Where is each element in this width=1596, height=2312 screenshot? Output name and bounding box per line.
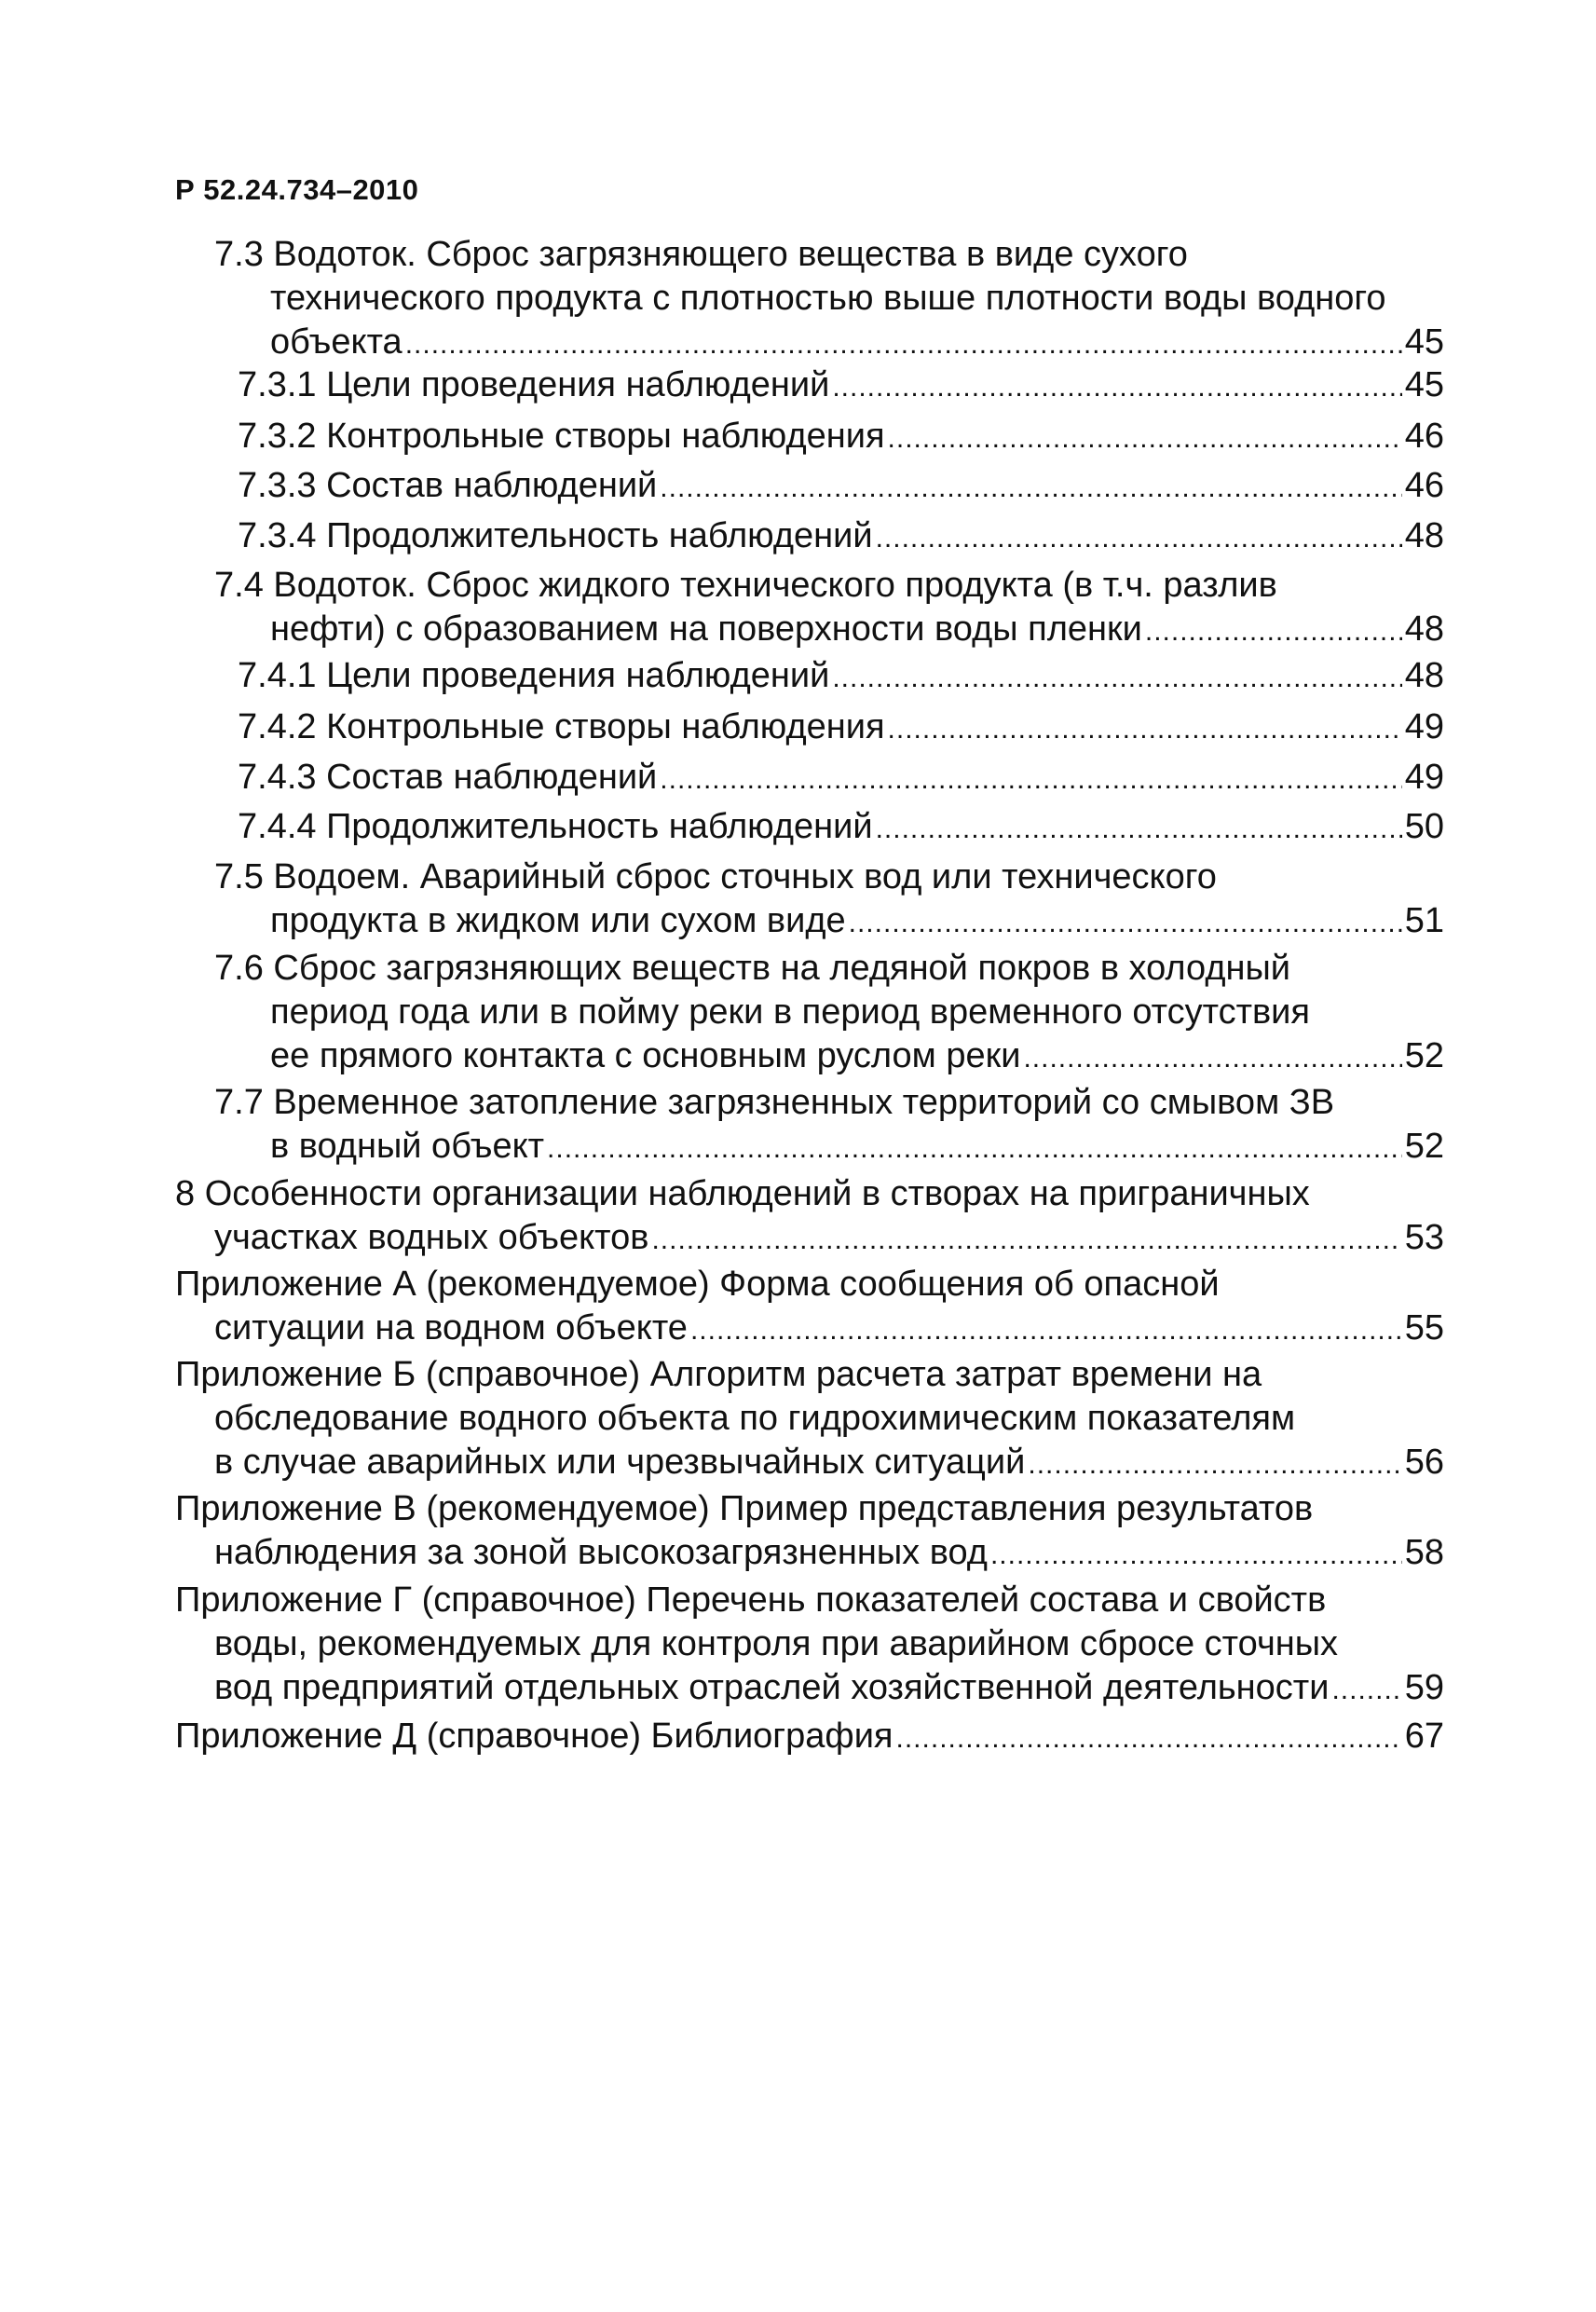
- toc-entry-line: Приложение Д (справочное) Библиография: [175, 1717, 893, 1756]
- toc-entry-appendix-v: [175, 1487, 1444, 1575]
- leader-dots: [888, 417, 1402, 460]
- toc-entry-line: Приложение А (рекомендуемое) Форма сообщения об опасной: [175, 1265, 1220, 1304]
- toc-page-number: 67: [1404, 1717, 1444, 1756]
- toc-entry-line: Приложение Б (справочное) Алгоритм расчета затрат времени на: [175, 1355, 1262, 1394]
- toc-entry-appendix-g: [175, 1579, 1444, 1710]
- toc-page-number: 48: [1404, 609, 1444, 649]
- leader-dots: [832, 656, 1401, 700]
- toc-entry-7-4: [214, 564, 1444, 651]
- toc-page-number: 53: [1404, 1218, 1444, 1257]
- toc-entry-7-5: [214, 855, 1444, 943]
- toc-entry-line: 7.4.2 Контрольные створы наблюдения: [238, 707, 885, 746]
- leader-dots: [1331, 1668, 1401, 1712]
- leader-dots: [1023, 1036, 1401, 1080]
- toc-entry-line: вод предприятий отдельных отраслей хозяйственной деятельности: [214, 1668, 1330, 1707]
- leader-dots: [876, 516, 1402, 560]
- leader-dots: [990, 1533, 1402, 1577]
- leader-dots: [832, 365, 1401, 409]
- toc-entry-line: в случае аварийных или чрезвычайных ситуаций: [214, 1443, 1026, 1482]
- toc-entry-7-4-1: [238, 654, 1444, 698]
- toc-entry-line: обследование водного объекта по гидрохимическим показателям: [214, 1399, 1296, 1438]
- toc-entry-7-4-2: [238, 705, 1444, 749]
- toc-page-number: 55: [1404, 1308, 1444, 1348]
- toc-page-number: 49: [1404, 758, 1444, 797]
- toc-entry-line: воды, рекомендуемых для контроля при аварийном сбросе сточных: [214, 1624, 1339, 1663]
- toc-page-number: 58: [1404, 1533, 1444, 1572]
- toc-entry-line: 7.4.4 Продолжительность наблюдений: [238, 807, 873, 846]
- toc-entry-8: [175, 1172, 1444, 1260]
- toc-page-number: 46: [1404, 466, 1444, 505]
- leader-dots: [547, 1127, 1402, 1170]
- toc-entry-line: Приложение Г (справочное) Перечень показателей состава и свойств: [175, 1580, 1327, 1620]
- leader-dots: [690, 1308, 1402, 1352]
- toc-entry-line: участках водных объектов: [214, 1218, 649, 1257]
- leader-dots: [888, 707, 1402, 751]
- leader-dots: [1028, 1443, 1401, 1486]
- toc-page-number: 48: [1404, 516, 1444, 555]
- toc-entry-line: 7.4.3 Состав наблюдений: [238, 758, 658, 797]
- toc-entry-line: 7.3.2 Контрольные створы наблюдения: [238, 417, 885, 456]
- toc-entry-7-6: [214, 947, 1444, 1078]
- toc-page-number: 49: [1404, 707, 1444, 746]
- toc-entry-line: продукта в жидком или сухом виде: [270, 901, 846, 940]
- toc-entry-line: технического продукта с плотностью выше плотности воды водного: [270, 279, 1386, 318]
- toc-entry-7-7: [214, 1081, 1444, 1169]
- toc-page-number: 48: [1404, 656, 1444, 695]
- toc-entry-line: 7.3 Водоток. Сброс загрязняющего вещества в виде сухого: [214, 235, 1188, 274]
- toc-entry-7-3-2: [238, 415, 1444, 458]
- toc-entry-line: 7.4.1 Цели проведения наблюдений: [238, 656, 830, 695]
- toc-entry-appendix-d: [175, 1715, 1444, 1758]
- toc-entry-line: ее прямого контакта с основным руслом реки: [270, 1036, 1021, 1075]
- document-code-header: Р 52.24.734–2010: [175, 173, 419, 206]
- leader-dots: [1145, 609, 1402, 653]
- toc-entry-line: 7.4 Водоток. Сброс жидкого технического продукта (в т.ч. разлив: [214, 566, 1277, 605]
- toc-entry-appendix-b: [175, 1353, 1444, 1484]
- toc-entry-7-3-4: [238, 514, 1444, 558]
- leader-dots: [405, 322, 1402, 366]
- toc-page-number: 59: [1404, 1668, 1444, 1707]
- toc-entry-7-4-4: [238, 805, 1444, 849]
- toc-page-number: 52: [1404, 1036, 1444, 1075]
- toc-page-number: 56: [1404, 1443, 1444, 1482]
- toc-entry-7-3-3: [238, 464, 1444, 508]
- toc-entry-line: 7.6 Сброс загрязняющих веществ на ледяной покров в холодный: [214, 949, 1291, 988]
- toc-entry-line: объекта: [270, 322, 402, 362]
- leader-dots: [849, 901, 1402, 945]
- toc-page-number: 51: [1404, 901, 1444, 940]
- toc-entry-appendix-a: [175, 1263, 1444, 1350]
- leader-dots: [651, 1218, 1401, 1262]
- leader-dots: [660, 466, 1401, 510]
- leader-dots: [660, 758, 1401, 801]
- toc-entry-line: ситуации на водном объекте: [214, 1308, 688, 1348]
- toc-entry-line: нефти) с образованием на поверхности воды пленки: [270, 609, 1142, 649]
- leader-dots: [876, 807, 1402, 851]
- toc-entry-line: 8 Особенности организации наблюдений в створах на приграничных: [175, 1174, 1310, 1213]
- toc-entry-line: 7.7 Временное затопление загрязненных территорий со смывом ЗВ: [214, 1083, 1335, 1122]
- toc-entry-7-4-3: [238, 756, 1444, 800]
- toc-page-number: 45: [1404, 365, 1444, 404]
- toc-entry-line: 7.3.1 Цели проведения наблюдений: [238, 365, 830, 404]
- toc-entry-7-3: [214, 233, 1444, 364]
- toc-page-number: 46: [1404, 417, 1444, 456]
- toc-page-number: 45: [1404, 322, 1444, 362]
- toc-entry-7-3-1: [238, 363, 1444, 407]
- toc-entry-line: наблюдения за зоной высокозагрязненных вод: [214, 1533, 988, 1572]
- toc-entry-line: период года или в пойму реки в период временного отсутствия: [270, 992, 1310, 1032]
- toc-entry-line: 7.3.4 Продолжительность наблюдений: [238, 516, 873, 555]
- toc-entry-line: 7.5 Водоем. Аварийный сброс сточных вод или технического: [214, 857, 1217, 896]
- toc-page-number: 50: [1404, 807, 1444, 846]
- toc-page-number: 52: [1404, 1127, 1444, 1166]
- toc-entry-line: в водный объект: [270, 1127, 545, 1166]
- toc-entry-line: Приложение В (рекомендуемое) Пример представления результатов: [175, 1489, 1314, 1528]
- toc-entry-line: 7.3.3 Состав наблюдений: [238, 466, 658, 505]
- leader-dots: [896, 1717, 1402, 1760]
